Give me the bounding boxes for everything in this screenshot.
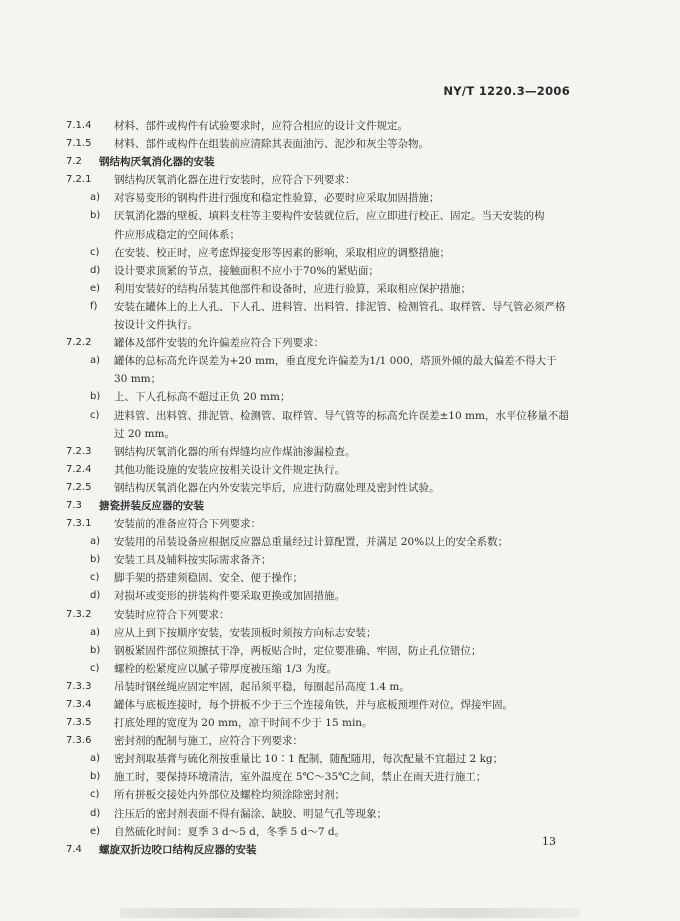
standard-code-header: NY/T 1220.3—2006	[443, 84, 570, 98]
clause-text: 密封剂取基膏与硫化剂按重量比 10∶1 配制，随配随用，每次配量不宜超过 2 kg；	[114, 753, 504, 766]
clause-text: 上、下人孔标高不超过正负 20 mm；	[114, 391, 291, 404]
clause-text: 罐体与底板连接时，每个拼板不少于三个连接角铁，并与底板预埋件对位，焊接牢固。	[114, 699, 513, 711]
clause-text: 安装前的准备应符合下列要求：	[114, 518, 261, 531]
clause-text: 脚手架的搭建须稳固、安全、便于操作；	[114, 572, 303, 585]
clause-line	[66, 714, 586, 732]
clause-text: 螺栓的松紧度应以腻子带厚度被压缩 1/3 为度。	[114, 662, 338, 675]
clause-text: 安装用的吊装设备应根据反应器总重量经过计算配置，并满足 20%以上的安全系数；	[114, 536, 509, 549]
clause-line	[66, 750, 586, 768]
page-number: 13	[542, 835, 556, 848]
clause-line	[66, 244, 586, 262]
section-heading	[66, 841, 586, 859]
clause-text: 钢结构厌氧消化器在内外安装完毕后，应进行防腐处理及密封性试验。	[114, 481, 440, 494]
clause-text: 其他功能设施的安装应按相关设计文件规定执行。	[114, 463, 345, 476]
clause-text: 吊装时钢丝绳应固定牢固，起吊须平稳，每圈起吊高度 1.4 m。	[114, 680, 410, 693]
clause-line	[66, 551, 586, 569]
clause-line	[66, 606, 586, 624]
clause-number: c)	[90, 662, 100, 674]
clause-text: 钢结构厌氧消化器在进行安装时，应符合下列要求：	[114, 174, 356, 187]
clause-text: 材料、部件或构件有试验要求时，应符合相应的设计文件规定。	[114, 120, 408, 132]
clause-line	[66, 823, 586, 841]
clause-line	[66, 352, 586, 370]
clause-line	[66, 207, 586, 225]
clause-number: e)	[90, 282, 101, 294]
clause-number: 7.2.1	[66, 174, 92, 186]
clause-text: 钢板紧固件部位须擦拭干净，两板贴合时，定位要准确、牢固，防止孔位错位；	[114, 644, 482, 657]
clause-line	[66, 569, 586, 587]
clause-line	[66, 298, 586, 316]
clause-number: 7.3.5	[66, 717, 92, 729]
clause-number: 7.3.4	[66, 699, 92, 710]
clause-number: c)	[90, 572, 100, 584]
clause-text: 钢结构厌氧消化器的所有焊缝均应作煤油渗漏检查。	[114, 445, 356, 458]
clause-line	[66, 171, 586, 189]
clause-text: 对容易变形的钢构件进行强度和稳定性验算，必要时应采取加固措施；	[114, 192, 440, 205]
clause-line	[66, 678, 586, 696]
clause-number: 7.3.2	[66, 608, 92, 620]
continuation-line	[66, 316, 586, 334]
clause-line	[66, 443, 586, 461]
clause-number: b)	[90, 554, 101, 566]
clause-line	[66, 732, 586, 750]
clause-text: 罐体的总标高允许误差为+20 mm，垂直度允许偏差为1/1 000，塔顶外倾的最大偏差不得大于	[114, 355, 557, 368]
section-heading	[66, 153, 586, 171]
clause-number: b)	[90, 210, 101, 222]
clause-line	[66, 642, 586, 660]
clause-text: 对损坏或变形的拼装构件要采取更换或加固措施。	[114, 590, 345, 603]
clause-text: 螺旋双折边咬口结构反应器的安装	[99, 843, 257, 856]
clause-text: 按设计文件执行。	[114, 319, 198, 332]
clause-number: c)	[90, 789, 100, 801]
clause-number: 7.3.6	[66, 735, 92, 747]
clause-number: a)	[90, 753, 101, 765]
clause-text: 材料、部件或构件在组装前应清除其表面油污、泥沙和灰尘等杂物。	[114, 138, 429, 151]
clause-text: 进料管、出料管、排泥管、检测管、取样管、导气管等的标高允许误差±10 mm，水平位移量不超	[114, 409, 569, 422]
clause-line	[66, 533, 586, 551]
clause-line	[66, 479, 586, 497]
section-heading	[66, 497, 586, 515]
clause-text: 施工时，要保持环境清洁，室外温度在 5℃～35℃之间，禁止在雨天进行施工；	[114, 771, 487, 784]
clause-number: 7.2.4	[66, 463, 92, 475]
clause-line	[66, 587, 586, 605]
clause-text: 密封剂的配制与施工，应符合下列要求：	[114, 735, 303, 748]
document-body	[66, 117, 586, 859]
clause-text: 搪瓷拼装反应器的安装	[99, 499, 204, 512]
clause-line	[66, 262, 586, 280]
clause-number: e)	[90, 825, 101, 837]
clause-number: 7.1.5	[66, 138, 92, 150]
clause-number: 7.2	[66, 156, 82, 168]
clause-line	[66, 189, 586, 207]
clause-number: a)	[90, 355, 101, 367]
clause-text: 件应形成稳定的空间体系；	[114, 228, 240, 241]
clause-number: f)	[90, 300, 98, 312]
clause-line	[66, 407, 586, 425]
clause-number: 7.4	[66, 843, 82, 855]
clause-text: 设计要求顶紧的节点，接触面积不应小于70%的紧贴面；	[114, 264, 379, 277]
clause-text: 安装时应符合下列要求：	[114, 608, 230, 621]
clause-number: a)	[90, 536, 101, 548]
clause-line	[66, 280, 586, 298]
continuation-line	[66, 226, 586, 244]
clause-text: 所有拼板交接处内外部位及螺栓均须涂除密封剂；	[114, 789, 345, 802]
clause-number: b)	[90, 391, 101, 403]
clause-text: 利用安装好的结构吊装其他部件和设备时，应进行验算，采取相应保护措施；	[114, 282, 471, 295]
continuation-line	[66, 425, 586, 443]
clause-number: d)	[90, 264, 101, 276]
clause-line	[66, 624, 586, 642]
clause-line	[66, 334, 586, 352]
clause-number: a)	[90, 626, 101, 638]
clause-text: 注压后的密封剂表面不得有漏涂、缺胶、明显气孔等现象；	[114, 807, 387, 820]
clause-line	[66, 660, 586, 678]
clause-number: d)	[90, 590, 101, 602]
clause-line	[66, 461, 586, 479]
clause-number: d)	[90, 807, 101, 819]
clause-number: 7.3.1	[66, 518, 92, 530]
clause-number: b)	[90, 644, 101, 656]
clause-line	[66, 135, 586, 153]
clause-number: 7.2.3	[66, 445, 92, 457]
clause-text: 打底处理的宽度为 20 mm，凉干时间不少于 15 min。	[114, 717, 373, 730]
clause-text: 厌氧消化器的壁板、填料支柱等主要构件安装就位后，应立即进行校正、固定。当天安装的构	[114, 210, 545, 223]
clause-number: 7.1.4	[66, 120, 92, 131]
clause-number: c)	[90, 246, 100, 258]
clause-text: 自然硫化时间：夏季 3 d～5 d，冬季 5 d～7 d。	[114, 825, 346, 838]
clause-text: 钢结构厌氧消化器的安装	[99, 156, 215, 169]
clause-number: b)	[90, 771, 101, 783]
clause-line	[66, 515, 586, 533]
clause-number: 7.2.5	[66, 481, 92, 493]
clause-text: 30 mm；	[114, 373, 162, 386]
continuation-line	[66, 370, 586, 388]
clause-text: 应从上到下按顺序安装，安装顶板时须按方向标志安装；	[114, 626, 377, 639]
clause-line	[66, 805, 586, 823]
clause-line	[66, 696, 586, 714]
scan-smudge	[120, 908, 580, 918]
clause-line	[66, 117, 586, 135]
clause-line	[66, 786, 586, 804]
clause-number: 7.3	[66, 499, 82, 511]
clause-text: 过 20 mm。	[114, 427, 175, 440]
clause-text: 在安装、校正时，应考虑焊接变形等因素的影响，采取相应的调整措施；	[114, 246, 450, 259]
clause-number: 7.2.2	[66, 337, 92, 349]
clause-number: a)	[90, 192, 101, 204]
clause-line	[66, 768, 586, 786]
clause-number: 7.3.3	[66, 680, 92, 692]
clause-line	[66, 388, 586, 406]
clause-text: 罐体及部件安装的允许偏差应符合下列要求：	[114, 337, 324, 350]
clause-number: c)	[90, 409, 100, 421]
clause-text: 安装在罐体上的上人孔、下人孔、进料管、出料管、排泥管、检测管孔、取样管、导气管必须严格	[114, 300, 566, 313]
clause-text: 安装工具及辅料按实际需求备齐；	[114, 554, 272, 567]
